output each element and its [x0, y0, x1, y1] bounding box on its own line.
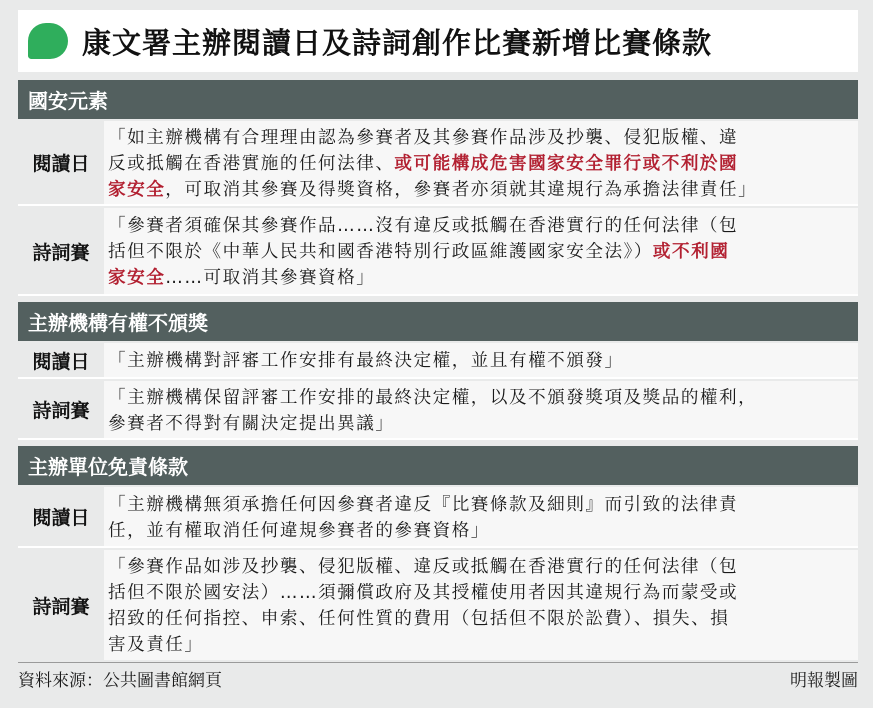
text-segment: 「參賽作品如涉及抄襲、侵犯版權、違反或抵觸在香港實行的任何法律（包 [108, 557, 739, 577]
clause-text [104, 550, 858, 660]
row-label: 詩詞賽 [32, 400, 90, 422]
row-label: 詩詞賽 [32, 241, 90, 264]
row-label: 閱讀日 [32, 507, 90, 529]
clause-text [104, 381, 858, 438]
clause-text [104, 208, 858, 294]
text-segment: 「主辦機構保留評審工作安排的最終決定權，以及不頒發獎項及獎品的權利， [108, 387, 758, 408]
row-label: 詩詞賽 [32, 595, 90, 618]
text-segment: 害及責任」 [108, 635, 204, 655]
clause-text [104, 343, 858, 377]
table-row [18, 550, 858, 660]
clause-text [104, 487, 858, 546]
clause-line [108, 632, 850, 658]
page-title: 康文署主辦閱讀日及詩詞創作比賽新增比賽條款 [82, 25, 713, 60]
clause-text [104, 121, 858, 204]
clause-line [108, 177, 850, 203]
clause-line [108, 606, 850, 632]
title-bar [18, 10, 858, 72]
text-segment: 參賽者不得對有關決定提出異議」 [108, 413, 395, 434]
clause-line [108, 385, 850, 411]
table-row [18, 208, 858, 296]
clause-line [108, 348, 850, 374]
row-label: 閱讀日 [32, 350, 90, 373]
clause-line [108, 580, 850, 606]
text-segment: ……可取消其參賽資格」 [165, 268, 376, 288]
text-segment: 括但不限於《中華人民共和國香港特別行政區維護國家安全法》） [108, 242, 653, 262]
table-row [18, 343, 858, 379]
source-note: 資料來源：公共圖書館網頁 [18, 671, 222, 691]
highlight-text: 或可能構成危害國家安全罪行或不利於國 [394, 153, 739, 174]
section-header-disclaimer: 主辦單位免責條款 [18, 446, 858, 485]
footer [18, 662, 858, 694]
text-segment: 「主辦機構對評審工作安排有最終決定權，並且有權不頒發」 [108, 351, 624, 371]
clause-line [108, 213, 850, 239]
credit-note: 明報製圖 [790, 671, 858, 691]
text-segment: ，可取消其參賽及得獎資格，參賽者亦須就其違規行為承擔法律責任」 [165, 179, 758, 200]
highlight-text: 家安全 [108, 268, 166, 288]
clause-line [108, 265, 850, 291]
clause-line [108, 518, 850, 544]
table-row [18, 381, 858, 440]
highlight-text: 家安全 [108, 179, 166, 200]
clause-line [108, 554, 850, 580]
text-segment: 「主辦機構無須承擔任何因參賽者違反『比賽條款及細則』而引致的法律責 [108, 494, 739, 515]
highlight-text: 或不利國 [652, 242, 730, 262]
section-header-national-security: 國安元素 [18, 80, 858, 119]
row-label: 閱讀日 [32, 153, 90, 175]
clause-line [108, 125, 850, 151]
clause-line [108, 411, 850, 437]
speech-bubble-icon [28, 23, 68, 59]
clause-line [108, 151, 850, 177]
text-segment: 招致的任何指控、申索、任何性質的費用（包括但不限於訟費）、損失、損 [108, 609, 730, 629]
text-segment: 括但不限於國安法）……須彌償政府及其授權使用者因其違規行為而蒙受或 [108, 583, 739, 603]
clause-line [108, 492, 850, 518]
text-segment: 反或抵觸在香港實施的任何法律、 [108, 153, 395, 174]
text-segment: 「參賽者須確保其參賽作品……沒有違反或抵觸在香港實行的任何法律（包 [108, 216, 739, 236]
table-row [18, 121, 858, 206]
section-header-no-award: 主辦機構有權不頒獎 [18, 302, 858, 341]
table-row [18, 487, 858, 548]
text-segment: 「如主辦機構有合理理由認為參賽者及其參賽作品涉及抄襲、侵犯版權、違 [108, 127, 739, 148]
text-segment: 任，並有權取消任何違規參賽者的參賽資格」 [108, 520, 490, 541]
clause-line [108, 239, 850, 265]
